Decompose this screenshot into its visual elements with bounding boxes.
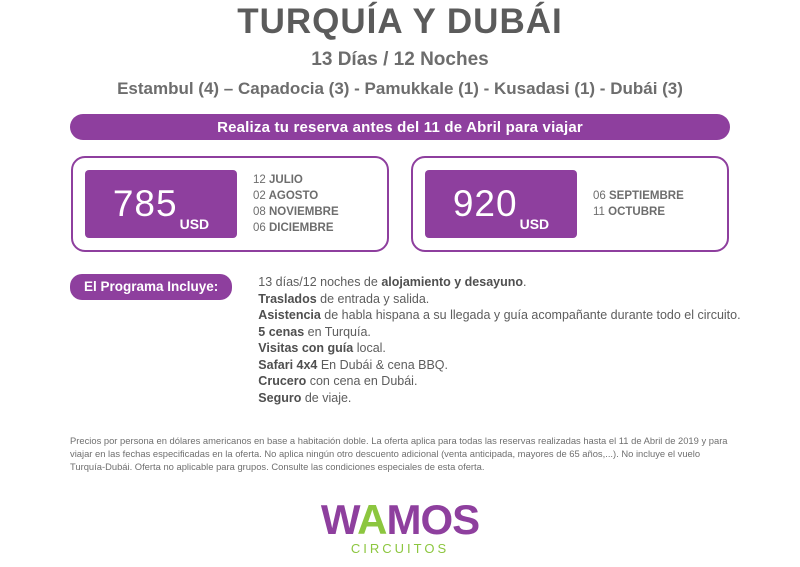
departure-day: 08 bbox=[253, 206, 266, 218]
include-item: Seguro de viaje. bbox=[258, 390, 352, 405]
logo-wordmark bbox=[320, 496, 480, 543]
departure-date bbox=[593, 188, 684, 204]
price-badge bbox=[85, 170, 237, 238]
logo-part-a: A bbox=[357, 496, 387, 543]
departure-month: SEPTIEMBRE bbox=[609, 190, 684, 202]
include-item: Asistencia de habla hispana a su llegada y guía acompañante durante todo el circuito. bbox=[258, 308, 741, 322]
departure-month: JULIO bbox=[269, 174, 303, 186]
departure-month: NOVIEMBRE bbox=[269, 206, 339, 218]
price-card bbox=[71, 156, 389, 252]
departure-day: 06 bbox=[593, 190, 606, 202]
trip-duration: 13 Días / 12 Noches bbox=[311, 49, 489, 70]
logo-part-mos: MOS bbox=[386, 496, 480, 543]
price-amount: 785 bbox=[112, 183, 178, 224]
logo-part-w: W bbox=[320, 496, 358, 543]
departure-month: DICIEMBRE bbox=[269, 222, 334, 234]
departure-date bbox=[253, 172, 339, 188]
include-item: Safari 4x4 En Dubái & cena BBQ. bbox=[258, 357, 449, 372]
price-currency: USD bbox=[179, 216, 210, 232]
flyer-page bbox=[0, 2, 800, 567]
promo-banner bbox=[70, 114, 730, 140]
include-item: Crucero con cena en Dubái. bbox=[258, 374, 418, 388]
include-item: 13 días/12 noches de alojamiento y desayuno. bbox=[258, 275, 527, 289]
price-currency: USD bbox=[519, 216, 550, 232]
departure-date bbox=[593, 204, 684, 220]
price-cards bbox=[0, 156, 800, 252]
departure-month: AGOSTO bbox=[268, 190, 319, 202]
include-item: 5 cenas en Turquía. bbox=[258, 324, 371, 339]
brand-logo bbox=[0, 496, 800, 556]
departure-date bbox=[253, 204, 339, 220]
departure-dates bbox=[593, 188, 684, 220]
departure-month: OCTUBRE bbox=[608, 206, 666, 218]
includes-label: El Programa Incluye: bbox=[70, 274, 232, 300]
price-amount: 920 bbox=[452, 183, 518, 224]
includes-section bbox=[0, 274, 800, 406]
departure-date bbox=[253, 188, 339, 204]
logo-tagline: CIRCUITOS bbox=[350, 541, 450, 556]
page-title: TURQUÍA Y DUBÁI bbox=[237, 2, 563, 41]
departure-day: 11 bbox=[593, 206, 605, 218]
includes-list bbox=[258, 274, 740, 406]
trip-route: Estambul (4) – Capadocia (3) - Pamukkale (1) - Kusadasi (1) - Dubái (3) bbox=[117, 79, 683, 98]
legal-text: Precios por persona en dólares americanos en base a habitación doble. La oferta aplica para todas las reservas realizadas hasta el 11 de Abril de 2019 y para viajar en las fechas especificadas en la oferta. No aplica ningún otro descuento adicional (venta anticipada, mayores de 65 años,...). No incluye el vuelo Turquía-Dubái. Oferta no aplicable para grupos. Consulte las condiciones especiales de esta oferta. bbox=[70, 435, 728, 472]
departure-date bbox=[253, 220, 339, 236]
departure-day: 06 bbox=[253, 222, 266, 234]
price-badge bbox=[425, 170, 577, 238]
departure-day: 12 bbox=[253, 174, 266, 186]
include-item: Traslados de entrada y salida. bbox=[258, 291, 430, 306]
include-item: Visitas con guía local. bbox=[258, 341, 386, 355]
promo-banner-text: Realiza tu reserva antes del 11 de Abril para viajar bbox=[217, 118, 583, 136]
departure-day: 02 bbox=[253, 190, 266, 202]
price-card bbox=[411, 156, 729, 252]
departure-dates bbox=[253, 172, 339, 236]
